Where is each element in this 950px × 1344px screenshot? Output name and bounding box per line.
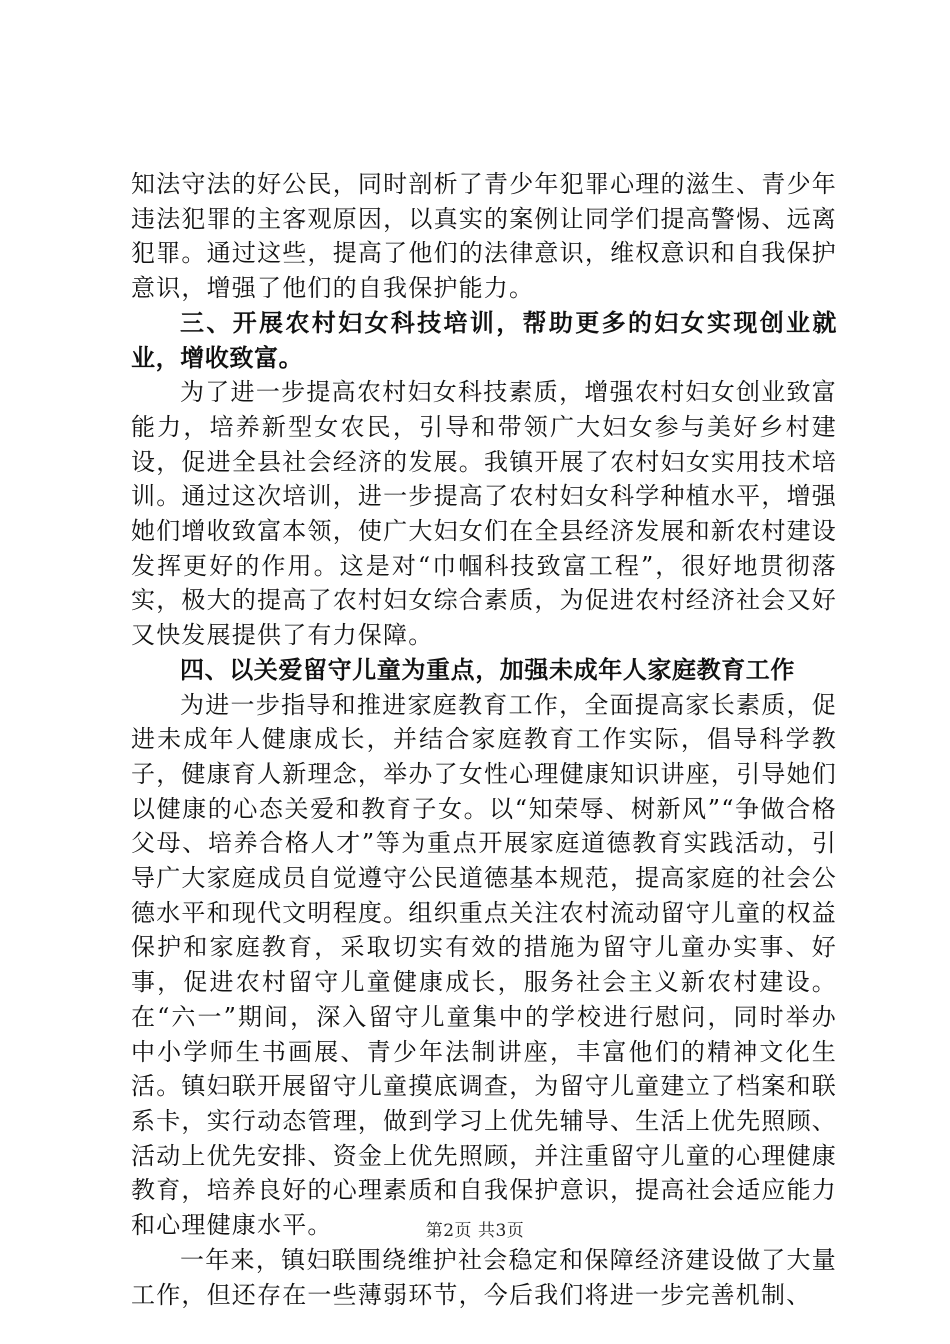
paragraph-legal-education: 知法守法的好公民，同时剖析了青少年犯罪心理的滋生、青少年违法犯罪的主客观原因，以真实的案例让同学们提高警惕、远离犯罪。通过这些，提高了他们的法律意识，维权意识和自我保护意识，增强了他们的自我保护能力。 bbox=[131, 170, 837, 303]
paragraph-family-education: 为进一步指导和推进家庭教育工作，全面提高家长素质，促进未成年人健康成长，并结合家庭教育工作实际，倡导科学教子，健康育人新理念，举办了女性心理健康知识讲座，引导她们以健康的心态关爱和教育子女。以“知荣辱、树新风”“争做合格父母、培养合格人才”等为重点开展家庭道德教育实践活动，引导广大家庭成员自觉遵守公民道德基本规范，提高家庭的社会公德水平和现代文明程度。组织重点关注农村流动留守儿童的权益保护和家庭教育，采取切实有效的措施为留守儿童办实事、好事，促进农村留守儿童健康成长，服务社会主义新农村建设。在“六一”期间，深入留守儿童集中的学校进行慰问，同时举办中小学师生书画展、青少年法制讲座，丰富他们的精神文化生活。镇妇联开展留守儿童摸底调查，为留守儿童建立了档案和联系卡，实行动态管理，做到学习上优先辅导、生活上优先照顾、活动上优先安排、资金上优先照顾，并注重留守儿童的心理健康教育，培养良好的心理素质和自我保护意识，提高社会适应能力和心理健康水平。 bbox=[131, 690, 837, 1240]
paragraph-summary: 一年来，镇妇联围绕维护社会稳定和保障经济建设做了大量工作，但还存在一些薄弱环节，今后我们将进一步完善机制、 bbox=[131, 1245, 837, 1309]
document-body bbox=[131, 167, 837, 1312]
section-heading-4: 四、以关爱留守儿童为重点，加强未成年人家庭教育工作 bbox=[180, 655, 795, 684]
page-number-footer: 第2页 共3页 bbox=[425, 1221, 525, 1241]
paragraph-tech-training: 为了进一步提高农村妇女科技素质，增强农村妇女创业致富能力，培养新型女农民，引导和带领广大妇女参与美好乡村建设，促进全县社会经济的发展。我镇开展了农村妇女实用技术培训。通过这次培训，进一步提高了农村妇女科学种植水平，增强她们增收致富本领，使广大妇女们在全县经济发展和新农村建设发挥更好的作用。这是对“巾帼科技致富工程”，很好地贯彻落实，极大的提高了农村妇女综合素质，为促进农村经济社会又好又快发展提供了有力保障。 bbox=[131, 378, 837, 650]
section-heading-3: 三、开展农村妇女科技培训，帮助更多的妇女实现创业就业，增收致富。 bbox=[131, 308, 837, 372]
